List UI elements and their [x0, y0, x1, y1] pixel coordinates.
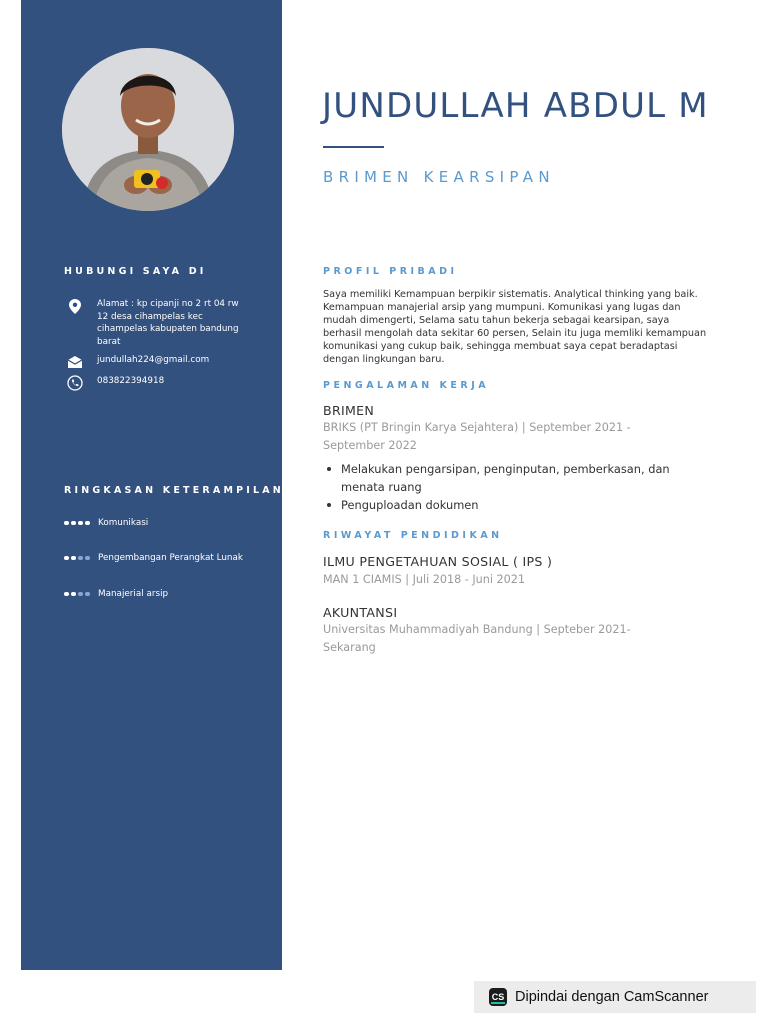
email-icon	[67, 354, 83, 370]
contact-email-text[interactable]: jundullah224@gmail.com	[97, 355, 210, 365]
skill-level-dots	[64, 521, 92, 526]
contact-phone-text[interactable]: 083822394918	[97, 376, 165, 386]
list-item: Penguploadan dokumen	[323, 496, 713, 514]
skill-dot	[64, 592, 69, 597]
skill-level-dots	[64, 556, 92, 561]
contact-heading: HUBUNGI SAYA DI	[64, 266, 207, 277]
skill-dot	[85, 592, 90, 597]
skill-item	[64, 553, 243, 563]
skill-dot	[78, 556, 83, 561]
education-title: ILMU PENGETAHUAN SOSIAL ( IPS )	[323, 554, 553, 569]
contact-address	[67, 298, 267, 348]
skill-item	[64, 589, 168, 599]
skill-dot	[78, 521, 83, 526]
contact-address-text: Alamat : kp cipanji no 2 rt 04 rw 12 desa cihampelas kec cihampelas kabupaten bandung barat	[97, 299, 239, 347]
phone-icon	[67, 375, 83, 391]
profile-photo-illustration	[62, 48, 234, 211]
profile-heading: PROFIL PRIBADI	[323, 266, 458, 277]
experience-heading: PENGALAMAN KERJA	[323, 380, 490, 391]
contact-email	[67, 354, 267, 370]
job-title: BRIMEN KEARSIPAN	[323, 168, 555, 186]
experience-bullets	[323, 460, 713, 514]
experience-subtitle: BRIKS (PT Bringin Karya Sejahtera) | September 2021 - September 2022	[323, 421, 631, 452]
education-subtitle: Universitas Muhammadiyah Bandung | Septeber 2021-Sekarang	[323, 623, 631, 654]
skill-dot	[64, 556, 69, 561]
education-title: AKUNTANSI	[323, 605, 398, 620]
skill-item	[64, 518, 148, 528]
skill-dot	[85, 556, 90, 561]
contact-phone	[67, 375, 267, 391]
location-pin-icon	[67, 298, 83, 314]
scanner-text: Dipindai dengan CamScanner	[515, 989, 709, 1005]
skills-heading: RINGKASAN KETERAMPILAN	[64, 485, 284, 496]
name-divider	[323, 146, 384, 148]
skill-dot	[85, 521, 90, 526]
skill-label: Pengembangan Perangkat Lunak	[98, 553, 243, 563]
skill-label: Komunikasi	[98, 518, 149, 528]
education-heading: RIWAYAT PENDIDIKAN	[323, 530, 503, 541]
profile-text: Saya memiliki Kemampuan berpikir sistematis. Analytical thinking yang baik. Kemampuan manajerial arsip yang mumpuni. Komunikasi yang lugas dan mudah dimengerti, Selama satu tahun bekerja sebagai kearsipan, saya berhasil mengolah data sekitar 60 persen, Selain itu juga memliki kemampuan komunikasi yang cukup baik, sehingga membuat saya cepat beradaptasi dengan lingkungan baru.	[323, 289, 707, 365]
skill-level-dots	[64, 592, 92, 597]
education-subtitle: MAN 1 CIAMIS | Juli 2018 - Juni 2021	[323, 573, 526, 586]
skill-dot	[71, 521, 76, 526]
scanner-watermark	[474, 981, 756, 1013]
candidate-name: JUNDULLAH ABDUL M	[322, 86, 709, 126]
sidebar	[21, 0, 282, 970]
list-item: Melakukan pengarsipan, penginputan, pemberkasan, dan menata ruang	[323, 460, 713, 496]
camscanner-logo-icon: CS	[489, 988, 507, 1006]
skill-dot	[71, 592, 76, 597]
skill-label: Manajerial arsip	[98, 589, 169, 599]
skill-dot	[78, 592, 83, 597]
profile-photo	[62, 48, 234, 211]
skill-dot	[71, 556, 76, 561]
experience-title: BRIMEN	[323, 403, 375, 418]
skill-dot	[64, 521, 69, 526]
